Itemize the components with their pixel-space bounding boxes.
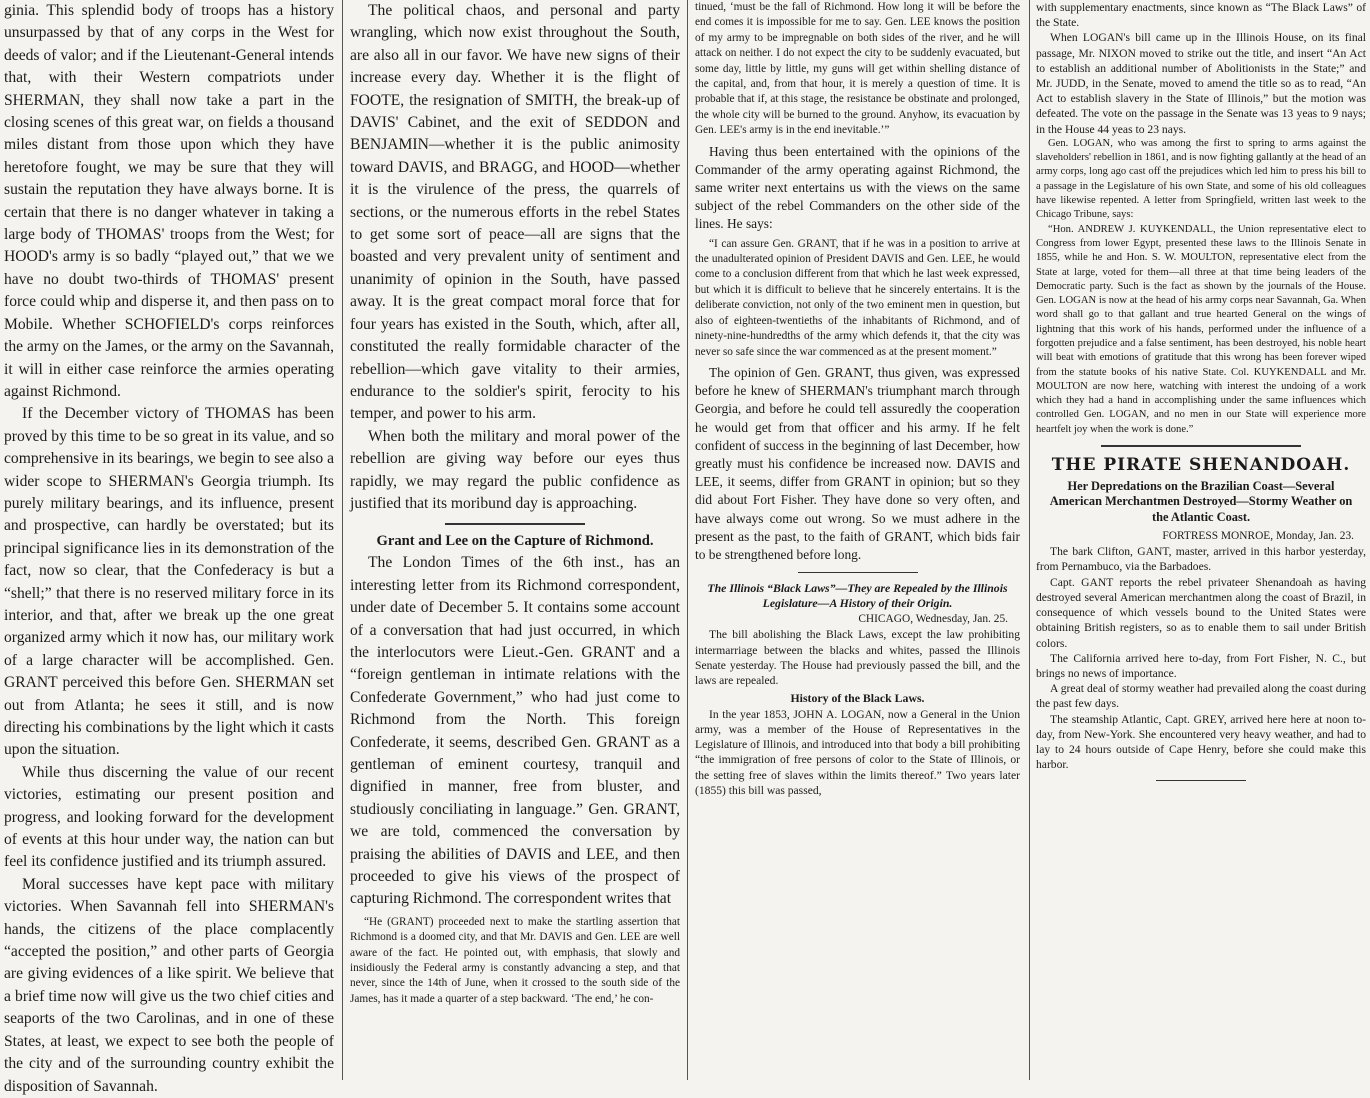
column-2 [350, 0, 680, 1080]
paragraph: The steamship Atlantic, Capt. GREY, arrived here here at noon to-day, from New-York. She encountered very heavy weather, and had to lay to 24 hours outside of Cape Henry, before she could make this harbor. [1036, 712, 1366, 772]
dateline: FORTRESS MONROE, Monday, Jan. 23. [1162, 530, 1354, 543]
section-divider [445, 523, 585, 525]
dateline: CHICAGO, Wednesday, Jan. 25. [858, 613, 1008, 626]
paragraph: When both the military and moral power of the rebellion are giving way before our eyes thus rapidly, we may regard the public confidence as justified that its moribund day is approaching. [350, 427, 680, 512]
article-headline: The Illinois “Black Laws”—They are Repealed by the Illinois Legislature—A History of their Origin. [707, 581, 1008, 610]
quoted-passage: tinued, ‘must be the fall of Richmond. How long it will be before the end comes it is impossible for me to say. Gen. LEE knows the position of my army to be impregnable on both sides of the river, and he will attack on neither. I do not expect the city to be suddenly evacuated, but some day, little by little, my guns will get within shelling distance of the capital, and, from that hour, it is merely a question of time. It is probable that if, at this stage, the resistance be obstinate and prolonged, the whole city will be burned to the ground. Anyhow, its evacuation by Gen. LEE's army is in the end inevitable.’” [695, 1, 1020, 137]
section-divider [1156, 780, 1246, 781]
paragraph: If the December victory of THOMAS has been proved by this time to be so great in its value, and so comprehensive in its bearings, we begin to see also a wider scope to SHERMAN's Georgia triumph. Its purely military bearings, and its influence, present and prospective, can hardly be overstated; but its principal significance lies in its demonstration of the fact, now so clear, that the Confederacy is but a “shell;” that there is no reserved military force in its interior, and that, after we break up the one great organized army which it now has, our military work of a large character will be accomplished. Gen. GRANT perceived this before Gen. SHERMAN set out from Atlanta; he sees it still, and is now directing his combinations by the light which it casts upon the situation. [4, 405, 334, 759]
section-divider [1101, 445, 1301, 447]
paragraph: While thus discerning the value of our recent victories, estimating our present position and progress, and looking forward for the development of events at this hour under way, the nation can but feel its confidence justified and its triumph assured. [4, 763, 334, 871]
column-rule [342, 0, 343, 1080]
column-1 [4, 0, 334, 1095]
paragraph: A great deal of stormy weather had prevailed along the coast during the past few days. [1036, 682, 1366, 711]
paragraph: Gen. LOGAN, who was among the first to spring to arms against the slaveholders' rebellion in 1861, and is now fighting gallantly at the head of an army corps, long ago cast off the prejudices which led him to press his bill to a passage in the Legislature of his own State, and some of his old colleagues have likewise repented. A letter from Springfield, written last week to the Chicago Tribune, says: [1036, 137, 1366, 221]
paragraph: ginia. This splendid body of troops has a history unsurpassed by that of any corps in the West for deeds of valor; and if the Lieutenant-General intends that, with their Western compatriots under SHERMAN, they shall now take a part in the closing scenes of this great war, on fields a thousand miles distant from those upon which they have heretofore fought, we may be sure that they will sustain the reputation they have always borne. It is certain that there is no danger whatever in taking a large body of THOMAS' troops from the West; for HOOD's army is so badly “played out,” that we we have no doubt two-thirds of THOMAS' present force could whip and disperse it, and then pass on to Mobile. Whether SCHOFIELD's corps reinforces the army on the James, or the army on the Savannah, it will in either case reinforce the armies operating against Richmond. [4, 2, 334, 400]
column-4 [1036, 0, 1366, 1080]
paragraph: When LOGAN's bill came up in the Illinois House, on its final passage, Mr. NIXON moved to strike out the title, and insert “An Act to establish an additional number of Abolitionists in the State;” and Mr. JUDD, in the Senate, moved to amend the title so as to read, “An Act to establish slavery in the State of Illinois,” but the motion was defeated. The vote on the passage in the Senate was 13 yeas to 9 nays; in the House 44 yeas to 23 nays. [1036, 31, 1366, 136]
column-rule [687, 0, 688, 1080]
paragraph: The London Times of the 6th inst., has an interesting letter from its Richmond correspondent, under date of December 5. It contains some account of a conversation that had just occurred, in which the interlocutors were Lieut.-Gen. GRANT and a “foreign gentleman in intimate relations with the Confederate Government,” who had just come to Richmond from the North. This foreign Confederate, it seems, described Gen. GRANT as a gentleman of eminent courtesy, tranquil and dignified in manner, free from bluster, and studiously conciliating in language.” Gen. GRANT, we are told, commenced the conversation by praising the abilities of DAVIS and LEE, and then proceeded to give his views of the prospect of capturing Richmond. The correspondent writes that [350, 554, 680, 908]
paragraph: In the year 1853, JOHN A. LOGAN, now a General in the Union army, was a member of the House of Representatives in the Legislature of Illinois, and introduced into that body a bill prohibiting “the immigration of free persons of color to the State of Illinois, or the setting free of slaves within the limits thereof.” Two years later (1855) this bill was passed, [695, 707, 1020, 797]
paragraph: The political chaos, and personal and party wrangling, which now exist throughout the South, are also all in our favor. We have new signs of their increase every day. Whether it is the flight of FOOTE, the resignation of SMITH, the break-up of DAVIS' Cabinet, and the exit of SEDDON and BENJAMIN—whether it is the public animosity toward DAVIS, and BRAGG, and HOOD—whether it is the virulence of the press, the quarrels of sections, or the numerous efforts in the rebel States to get some sort of peace—all are signs that the boasted and very prevalent unity of sentiment and unanimity of opinion in the South, have passed away. It is the great compact moral force that for four years has existed in the South, which, after all, constituted the really formidable character of the rebellion—which gave vitality to their armies, endurance to the soldier's spirit, ferocity to his temper, and power to his arm. [350, 2, 680, 423]
subheading: History of the Black Laws. [790, 691, 925, 706]
paragraph: Capt. GANT reports the rebel privateer Shenandoah as having destroyed several American merchantmen along the coast of Brazil, in consequence of which vessels bound to the United States were obtaining British registers, so as to enable them to sail under British colors. [1036, 575, 1366, 650]
column-3 [695, 0, 1020, 1080]
paragraph: The opinion of Gen. GRANT, thus given, was expressed before he knew of SHERMAN's triumphant march through Georgia, and before he could tell assuredly the cooperation he would get from that officer and his army. If he felt confident of success in the beginning of last December, how greatly must his confidence be increased now. DAVIS and LEE, it seems, differ from GRANT in opinion; but so they did about Fort Fisher. They have done so very often, and have always come out wrong. So we must adhere in the present as the past, to the faith of GRANT, which bids fair to be strengthened before long. [695, 364, 1020, 562]
paragraph: The bark Clifton, GANT, master, arrived in this harbor yesterday, from Pernambuco, via the Barbadoes. [1036, 545, 1366, 574]
quoted-passage: “Hon. ANDREW J. KUYKENDALL, the Union representative elect to Congress from lower Egypt, presented these laws to the Illinois Senate in 1855, while he and Hon. S. W. MOULTON, representative elect from the State at large, voted for them—all three at that time being leaders of the Democratic party. Such is the fact as shown by the journals of the House. Gen. LOGAN is now at the head of his army corps near Savannah, Ga. When word shall go to that gallant and true hearted General on the wings of lightning that this work of his hands, performed under the influence of a forgotten prejudice and a false sentiment, has been destroyed, his noble heart will beat with emotions of gratitude that this wrong has been forever wiped from the statute books of his native State. Col. KUYKENDALL and Mr. MOULTON are now here, watching with interest the undoing of a work which they had a hand in accomplishing under the same influences which controlled Gen. LOGAN, and no men in our State will experience more heartfelt joy when the work is done.” [1036, 223, 1366, 435]
article-headline: THE PIRATE SHENANDOAH. [1051, 455, 1351, 476]
column-rule [1029, 0, 1030, 1080]
paragraph: The bill abolishing the Black Laws, except the law prohibiting intermarriage between the blacks and whites, passed the Illinois Senate yesterday. The House had previously passed the bill, and the laws are repealed. [695, 628, 1020, 687]
article-headline: Grant and Lee on the Capture of Richmond. [376, 533, 654, 550]
quoted-passage: “He (GRANT) proceeded next to make the startling assertion that Richmond is a doomed city, and that Mr. DAVIS and Gen. LEE are well aware of the fact. He pointed out, with emphasis, that slowly and insidiously the Federal army is constantly advancing a step, and that never, since the 14th of June, when it crossed to the south side of the James, has it made a quarter of a step backward. ‘The end,’ he con- [350, 915, 680, 1005]
paragraph: with supplementary enactments, since known as “The Black Laws” of the State. [1036, 1, 1366, 30]
paragraph: Having thus been entertained with the opinions of the Commander of the army operating against Richmond, the same writer next entertains us with the views on the same subject of the rebel Commanders on the other side of the lines. He says: [695, 143, 1020, 232]
quoted-passage: “I can assure Gen. GRANT, that if he was in a position to arrive at the unadulterated opinion of President DAVIS and Gen. LEE, he would come to a conclusion different from that which he last week expressed, but which it is difficult to believe that he sincerely entertains. It is the deliberate conviction, not only of the two eminent men in question, but also of eighteen-twentieths of the inhabitants of Richmond, and of ninety-nine-hundredths of the army which defends it, that the city was never so safe since the war commenced as at the present moment.” [695, 237, 1020, 358]
article-deck: Her Depredations on the Brazilian Coast—Several American Merchantmen Destroyed—Stormy Weather on the Atlantic Coast. [1049, 479, 1353, 524]
paragraph: Moral successes have kept pace with military victories. When Savannah fell into SHERMAN's hands, the citizens of the place complacently “accepted the position,” and other parts of Georgia are giving evidences of a like spirit. We believe that a brief time now will give us the two chief cities and seaports of the two Carolinas, and in one of these States, at least, we expect to see both the people of the city and of the surrounding country exhibit the disposition of Savannah. [4, 875, 334, 1095]
section-divider [798, 572, 918, 573]
paragraph: The California arrived here to-day, from Fort Fisher, N. C., but brings no news of importance. [1036, 651, 1366, 680]
